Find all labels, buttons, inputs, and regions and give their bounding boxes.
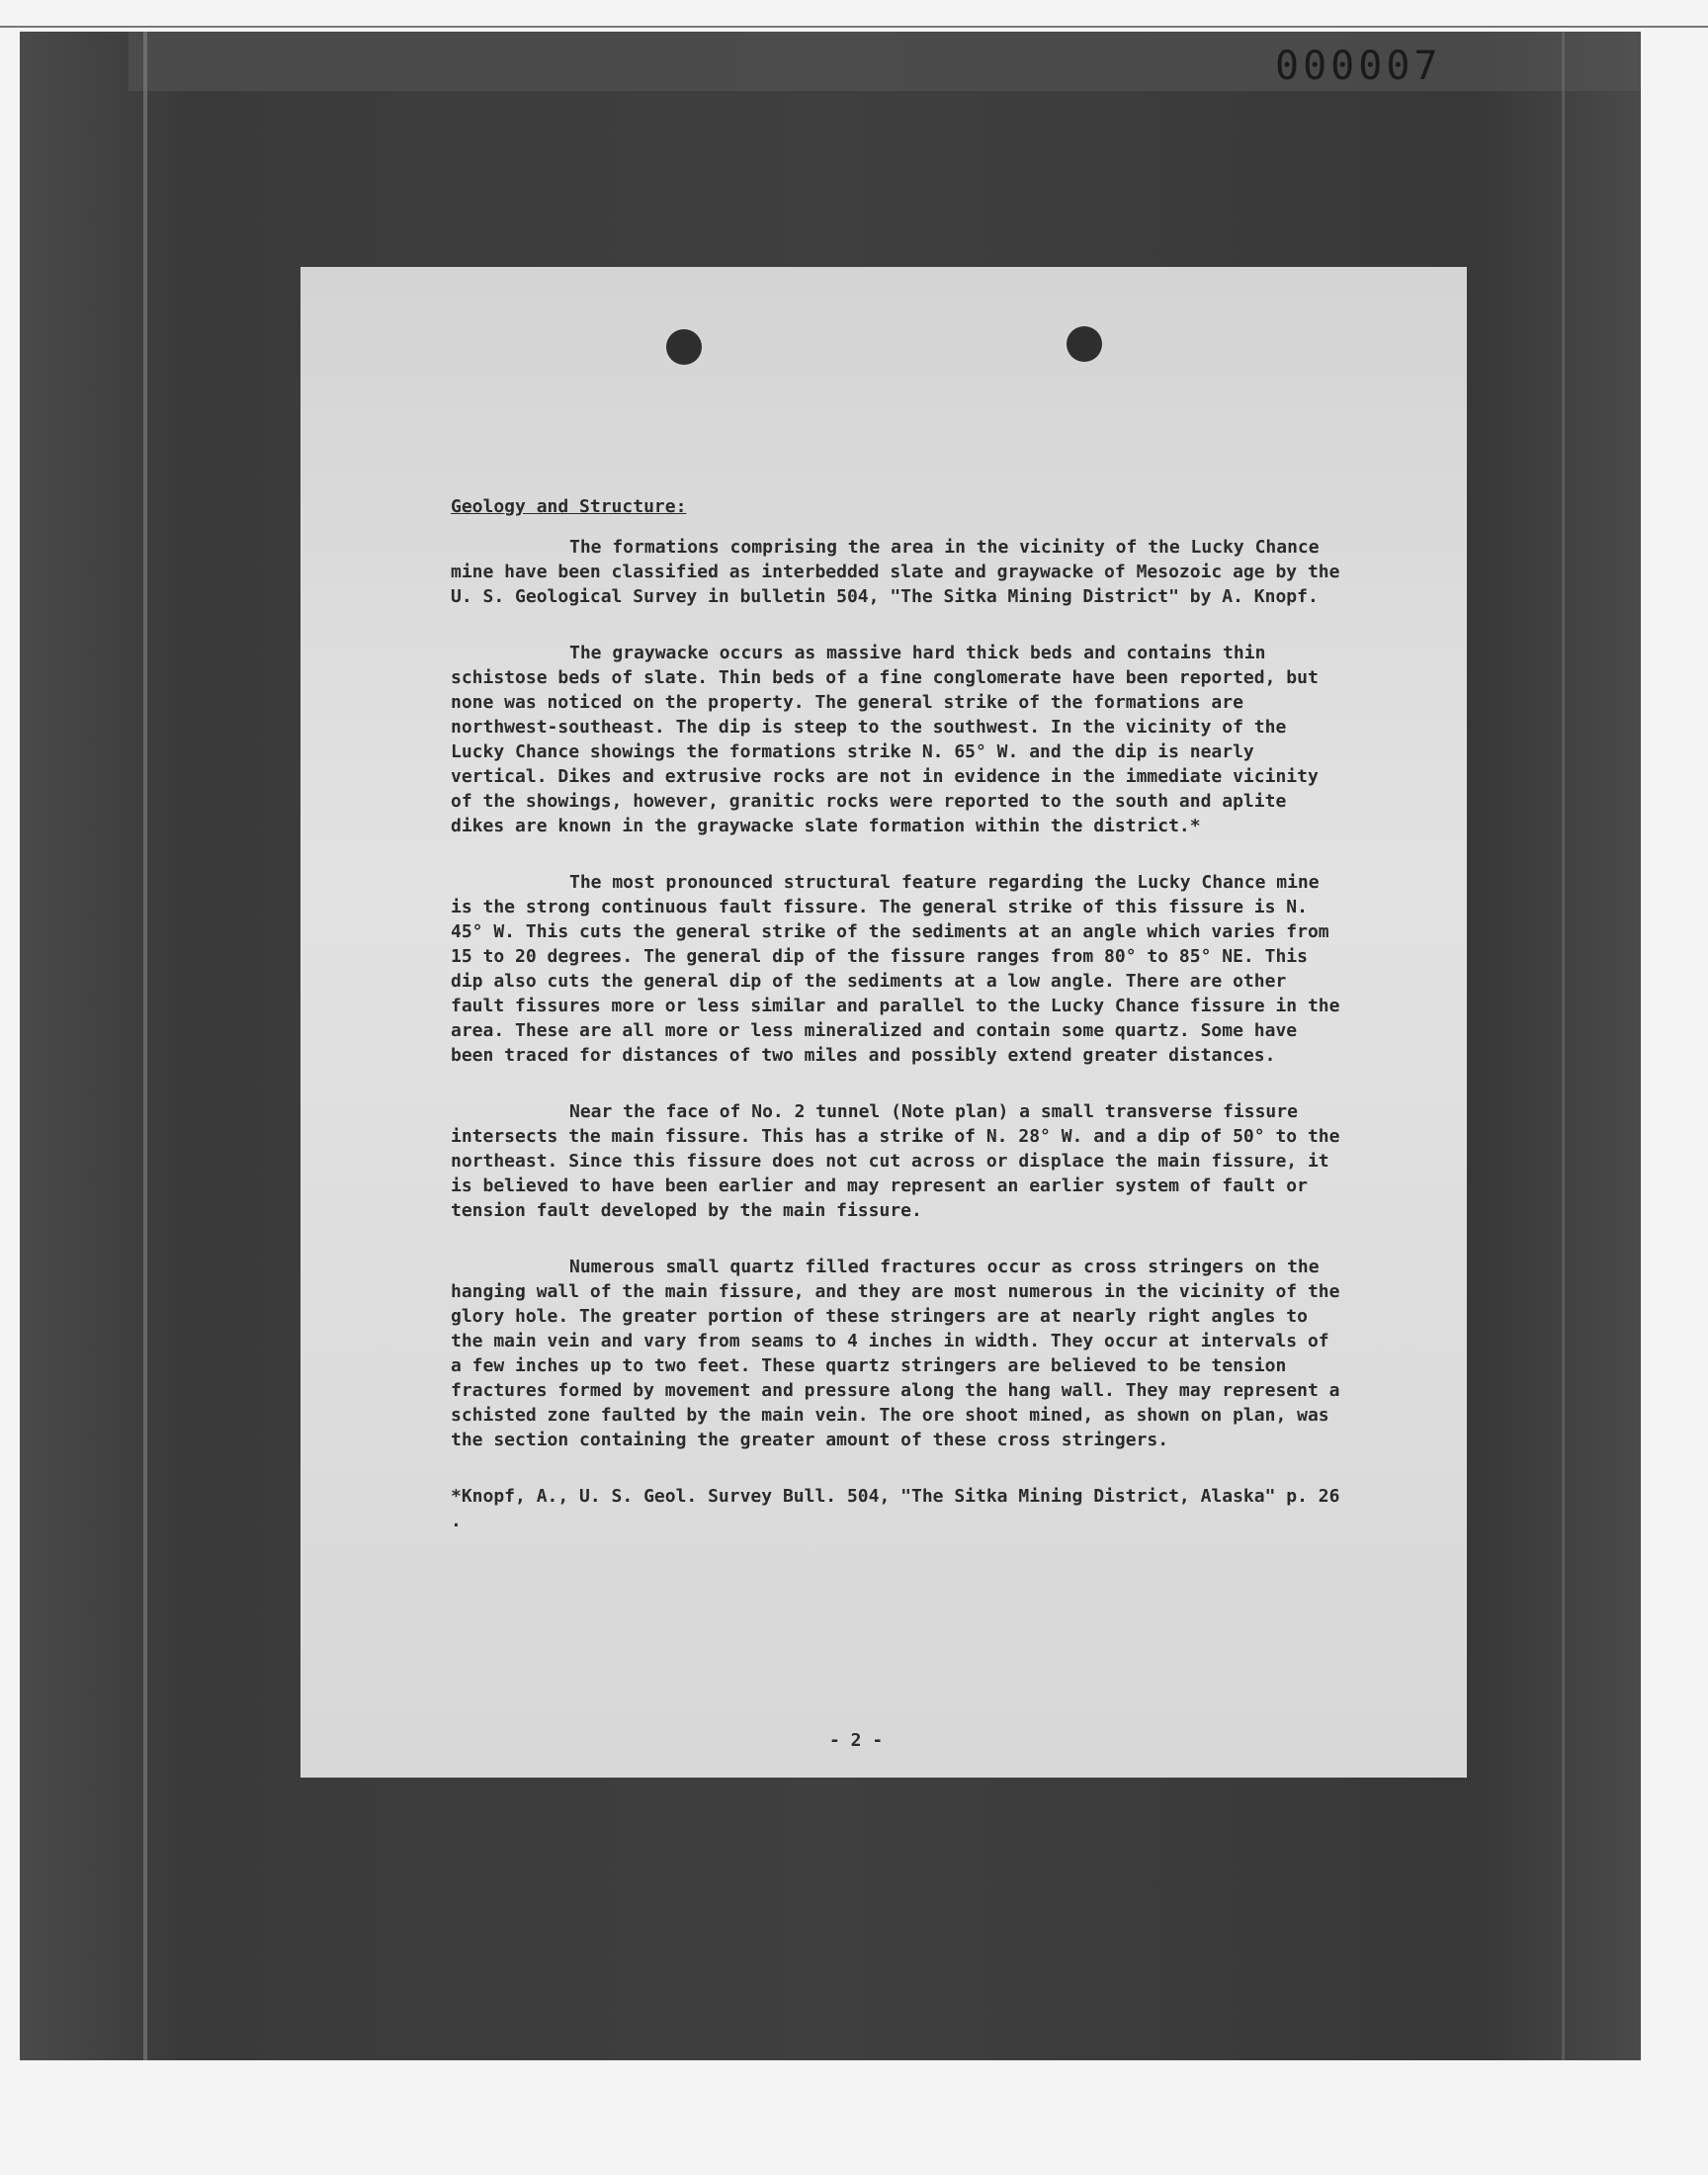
scan-streak-right (1562, 32, 1565, 2060)
paragraph-2: The graywacke occurs as massive hard thick beds and contains thin schistose beds of slate. Thin beds of a fine conglomerate have been reported, but none was noticed on the property. The general strike of the formations are northwest-southeast. The dip is steep to the southwest. In the vicinity of the Lucky Chance showings the formations strike N. 65° W. and the dip is nearly vertical. Dikes and extrusive rocks are not in evidence in the immediate vicinity of the showings, however, granitic rocks were reported to the south and aplite dikes are known in the graywacke slate formation within the district.* (451, 643, 1319, 836)
scan-edge-rule (0, 26, 1708, 28)
paragraph-4: Near the face of No. 2 tunnel (Note plan) a small transverse fissure intersects the main fissure. This has a strike of N. 28° W. and a dip of 50° to the northeast. Since this fissure does not cut across or displace the main fissure, it is believed to have been earlier and may represent an earlier system of fault or tension fault developed by the main fissure. (451, 1101, 1340, 1221)
punch-hole-left (666, 329, 702, 365)
page-code: 000007 (1275, 44, 1442, 89)
paragraph-5: Numerous small quartz filled fractures occur as cross stringers on the hanging wall of the main fissure, and they are most numerous in the vicinity of the glory hole. The greater portion of these stringers are at nearly right angles to the main vein and vary from seams to 4 inches in width. They occur at intervals of a few inches up to two feet. These quartz stringers are believed to be tension fractures formed by movement and pressure along the hang wall. They may represent a schisted zone faulted by the main vein. The ore shoot mined, as shown on plan, was the section containing the greater amount of these cross stringers. (451, 1257, 1340, 1450)
punch-hole-right (1067, 326, 1102, 362)
scan-streak-left (143, 32, 147, 2060)
page-number: - 2 - (829, 1730, 884, 1751)
paragraph-1: The formations comprising the area in the vicinity of the Lucky Chance mine have been classified as interbedded slate and graywacke of Mesozoic age by the U. S. Geological Survey in bulletin 504, "The Sitka Mining District" by A. Knopf. (451, 537, 1340, 607)
section-heading: Geology and Structure: (451, 496, 687, 517)
footnote: *Knopf, A., U. S. Geol. Survey Bull. 504, "The Sitka Mining District, Alaska" p. 26 . (451, 1486, 1340, 1531)
document-page (300, 267, 1467, 1778)
document-body (451, 494, 1340, 1533)
paragraph-3: The most pronounced structural feature regarding the Lucky Chance mine is the strong continuous fault fissure. The general strike of this fissure is N. 45° W. This cuts the general strike of the sediments at an angle which varies from 15 to 20 degrees. The general dip of the fissure ranges from 80° to 85° NE. This dip also cuts the general dip of the sediments at a low angle. There are other fault fissures more or less similar and parallel to the Lucky Chance fissure in the area. These are all more or less mineralized and contain some quartz. Some have been traced for distances of two miles and possibly extend greater distances. (451, 872, 1340, 1066)
